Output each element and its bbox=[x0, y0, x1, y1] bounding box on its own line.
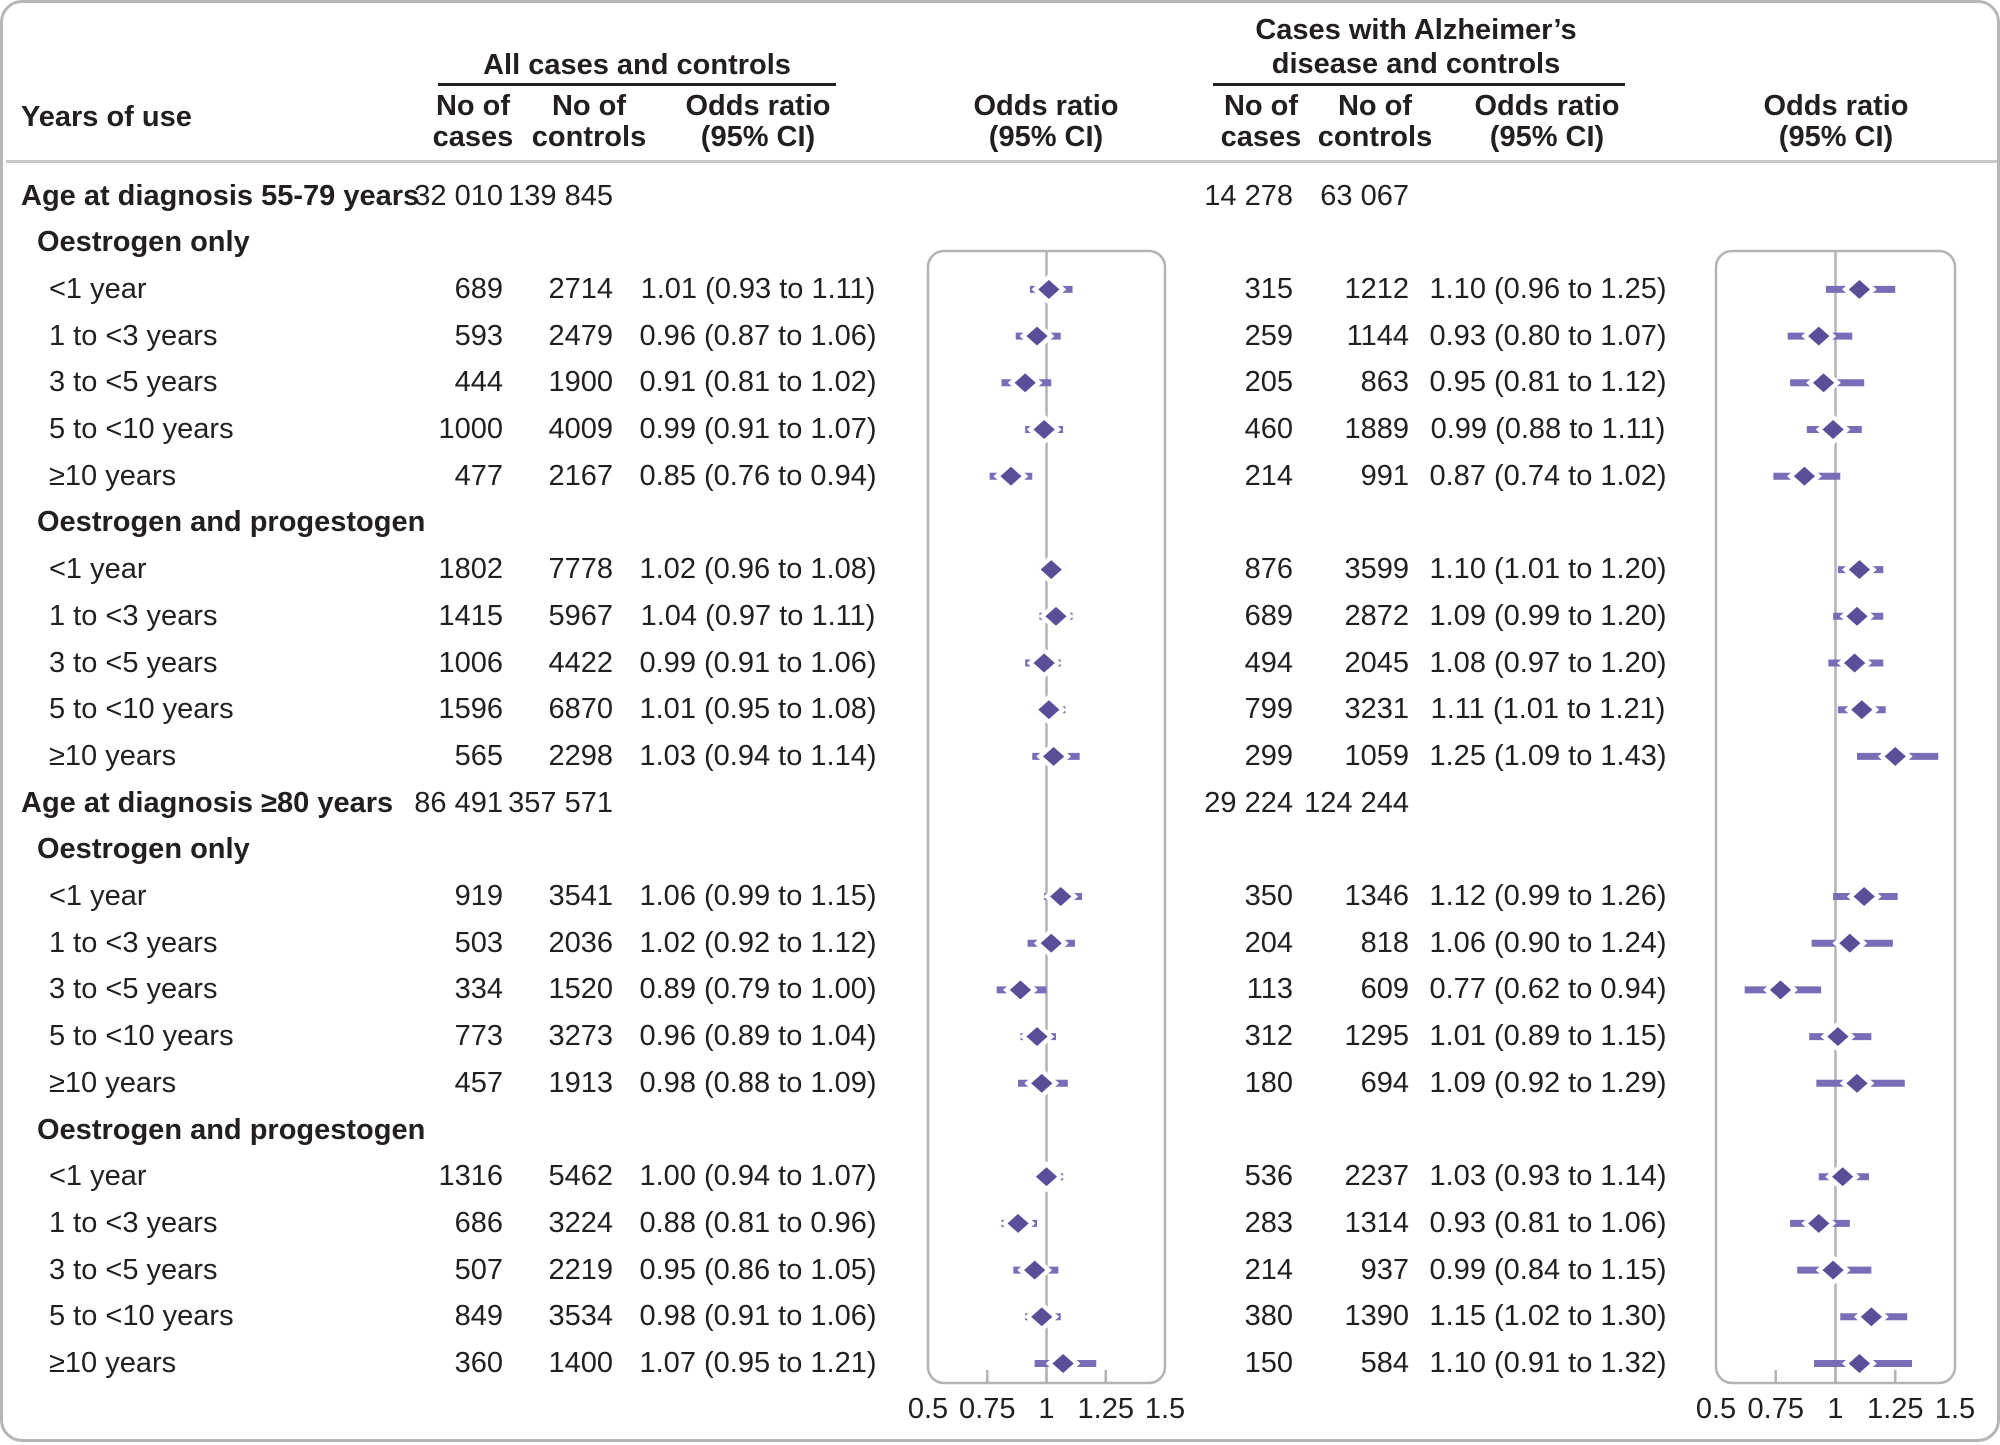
controls-count: 1900 bbox=[548, 366, 613, 399]
table-row bbox=[3, 686, 1997, 733]
cases-count: 29 224 bbox=[1204, 786, 1293, 819]
controls-count: 3224 bbox=[548, 1206, 613, 1239]
controls-count: 2036 bbox=[548, 926, 613, 959]
controls-count: 3599 bbox=[1344, 553, 1409, 586]
cases-count: 214 bbox=[1244, 459, 1293, 492]
controls-count: 2237 bbox=[1344, 1160, 1409, 1193]
controls-count: 5462 bbox=[548, 1160, 613, 1193]
controls-count: 2219 bbox=[548, 1253, 613, 1286]
odds-ratio-text: 1.10 (0.91 to 1.32) bbox=[1429, 1347, 1667, 1379]
panel-alzheimers-title-line1: Cases with Alzheimer’s bbox=[1255, 14, 1577, 46]
table-row bbox=[3, 640, 1997, 687]
cases-count: 299 bbox=[1244, 739, 1293, 772]
controls-count: 1346 bbox=[1344, 880, 1409, 912]
table-row bbox=[3, 546, 1997, 593]
cases-count: 689 bbox=[1244, 599, 1293, 632]
cases-count: 204 bbox=[1244, 926, 1293, 959]
cases-count: 315 bbox=[1244, 272, 1293, 305]
cases-count: 799 bbox=[1244, 693, 1293, 726]
controls-count: 357 571 bbox=[508, 786, 613, 819]
controls-count: 2479 bbox=[548, 319, 613, 352]
row-label: ≥10 years bbox=[49, 739, 177, 772]
panel-alzheimers-title-line2: disease and controls bbox=[1271, 48, 1561, 80]
controls-count: 3541 bbox=[548, 880, 613, 912]
panel-all-title-line: All cases and controls bbox=[483, 49, 791, 81]
odds-ratio-text: 0.93 (0.80 to 1.07) bbox=[1429, 319, 1667, 352]
row-label: 3 to <5 years bbox=[49, 646, 218, 679]
cases-count: 1596 bbox=[438, 693, 503, 726]
table-row bbox=[3, 453, 1997, 500]
odds-ratio-text: 0.93 (0.81 to 1.06) bbox=[1429, 1206, 1667, 1239]
odds-ratio-text: 0.99 (0.91 to 1.07) bbox=[639, 413, 877, 445]
table-row bbox=[3, 780, 1997, 827]
row-label: Age at diagnosis ≥80 years bbox=[21, 786, 394, 819]
controls-count: 1913 bbox=[548, 1066, 613, 1099]
odds-ratio-text: 1.04 (0.97 to 1.11) bbox=[640, 599, 876, 632]
odds-ratio-text: 0.99 (0.88 to 1.11) bbox=[1430, 413, 1666, 445]
odds-ratio-text: 0.99 (0.84 to 1.15) bbox=[1429, 1253, 1667, 1286]
cases-count: 150 bbox=[1244, 1347, 1293, 1379]
controls-count: 1059 bbox=[1344, 739, 1409, 772]
row-label: 1 to <3 years bbox=[49, 319, 218, 352]
controls-count: 63 067 bbox=[1320, 179, 1409, 212]
controls-count: 2714 bbox=[548, 272, 613, 305]
odds-ratio-text: 1.10 (0.96 to 1.25) bbox=[1429, 272, 1667, 305]
controls-count: 609 bbox=[1360, 973, 1409, 1006]
cases-count: 1802 bbox=[438, 553, 503, 586]
controls-count: 3273 bbox=[548, 1020, 613, 1053]
controls-count: 5967 bbox=[548, 599, 613, 632]
odds-ratio-text: 0.77 (0.62 to 0.94) bbox=[1429, 973, 1667, 1006]
cases-count: 503 bbox=[454, 926, 503, 959]
row-label: 1 to <3 years bbox=[49, 599, 218, 632]
odds-ratio-text: 1.12 (0.99 to 1.26) bbox=[1429, 880, 1667, 912]
col-header-cases-alzheimers: No of cases bbox=[1220, 90, 1302, 153]
axis-tick-label: 1 bbox=[1038, 1393, 1055, 1425]
cases-count: 565 bbox=[454, 739, 503, 772]
row-label: 1 to <3 years bbox=[49, 926, 218, 959]
table-row bbox=[3, 966, 1997, 1013]
row-label: 3 to <5 years bbox=[49, 973, 218, 1006]
col-header-controls-all: No of controls bbox=[531, 90, 647, 153]
table-row bbox=[3, 1247, 1997, 1294]
odds-ratio-text: 1.06 (0.90 to 1.24) bbox=[1429, 926, 1667, 959]
odds-ratio-text: 1.07 (0.95 to 1.21) bbox=[639, 1347, 877, 1379]
odds-ratio-text: 0.99 (0.91 to 1.06) bbox=[639, 646, 877, 679]
cases-count: 507 bbox=[454, 1253, 503, 1286]
cases-count: 259 bbox=[1244, 319, 1293, 352]
cases-count: 360 bbox=[454, 1347, 503, 1379]
odds-ratio-text: 1.09 (0.99 to 1.20) bbox=[1429, 599, 1667, 632]
cases-count: 14 278 bbox=[1204, 179, 1293, 212]
odds-ratio-text: 1.01 (0.93 to 1.11) bbox=[640, 272, 876, 305]
table-row bbox=[3, 826, 1997, 873]
odds-ratio-text: 1.03 (0.93 to 1.14) bbox=[1429, 1160, 1667, 1193]
table-row bbox=[3, 1340, 1997, 1387]
row-label: Age at diagnosis 55-79 years bbox=[21, 179, 420, 212]
cases-count: 312 bbox=[1244, 1020, 1293, 1053]
col-header-controls-alzheimers: No of controls bbox=[1317, 90, 1433, 153]
cases-count: 536 bbox=[1244, 1160, 1293, 1193]
controls-count: 4422 bbox=[548, 646, 613, 679]
odds-ratio-text: 0.98 (0.91 to 1.06) bbox=[639, 1300, 877, 1333]
plot-header-or-alzheimers: Odds ratio (95% CI) bbox=[1763, 90, 1909, 153]
controls-count: 694 bbox=[1360, 1066, 1409, 1099]
cases-count: 876 bbox=[1244, 553, 1293, 586]
table-row bbox=[3, 313, 1997, 360]
cases-count: 849 bbox=[454, 1300, 503, 1333]
controls-count: 1889 bbox=[1344, 413, 1409, 445]
cases-count: 113 bbox=[1246, 973, 1293, 1006]
col-header-or-alzheimers: Odds ratio (95% CI) bbox=[1474, 90, 1620, 153]
cases-count: 457 bbox=[454, 1066, 503, 1099]
axis-tick-label: 0.75 bbox=[959, 1393, 1016, 1425]
controls-count: 2872 bbox=[1344, 599, 1409, 632]
cases-count: 205 bbox=[1244, 366, 1293, 399]
odds-ratio-text: 1.06 (0.99 to 1.15) bbox=[639, 880, 877, 912]
odds-ratio-text: 1.15 (1.02 to 1.30) bbox=[1429, 1300, 1667, 1333]
cases-count: 283 bbox=[1244, 1206, 1293, 1239]
controls-count: 3231 bbox=[1344, 693, 1409, 726]
table-row bbox=[3, 359, 1997, 406]
cases-count: 1415 bbox=[438, 599, 503, 632]
odds-ratio-text: 1.25 (1.09 to 1.43) bbox=[1429, 739, 1667, 772]
controls-count: 863 bbox=[1360, 366, 1409, 399]
cases-count: 86 491 bbox=[414, 786, 503, 819]
odds-ratio-text: 0.96 (0.87 to 1.06) bbox=[639, 319, 877, 352]
cases-count: 689 bbox=[454, 272, 503, 305]
row-label: ≥10 years bbox=[49, 459, 177, 492]
controls-count: 6870 bbox=[548, 693, 613, 726]
cases-count: 214 bbox=[1244, 1253, 1293, 1286]
table-row bbox=[3, 1153, 1997, 1200]
odds-ratio-text: 0.89 (0.79 to 1.00) bbox=[639, 973, 877, 1006]
axis-tick-label: 0.5 bbox=[1695, 1393, 1737, 1425]
axis-tick-label: 1.5 bbox=[1144, 1393, 1186, 1425]
controls-count: 139 845 bbox=[508, 179, 613, 212]
odds-ratio-text: 0.95 (0.81 to 1.12) bbox=[1429, 366, 1667, 399]
controls-count: 7778 bbox=[548, 553, 613, 586]
odds-ratio-text: 1.02 (0.92 to 1.12) bbox=[639, 926, 877, 959]
row-label: <1 year bbox=[49, 553, 147, 586]
controls-count: 2045 bbox=[1344, 646, 1409, 679]
controls-count: 818 bbox=[1360, 926, 1409, 959]
row-label: Oestrogen only bbox=[37, 833, 250, 866]
axis-tick-label: 1 bbox=[1827, 1393, 1844, 1425]
table-row bbox=[3, 1107, 1997, 1154]
table-row bbox=[3, 406, 1997, 453]
odds-ratio-text: 0.85 (0.76 to 0.94) bbox=[639, 459, 877, 492]
cases-count: 32 010 bbox=[414, 179, 503, 212]
controls-count: 4009 bbox=[548, 413, 613, 445]
years-of-use-header: Years of use bbox=[21, 101, 192, 133]
odds-ratio-text: 1.09 (0.92 to 1.29) bbox=[1429, 1066, 1667, 1099]
axis-tick-label: 0.75 bbox=[1747, 1393, 1804, 1425]
odds-ratio-text: 1.08 (0.97 to 1.20) bbox=[1429, 646, 1667, 679]
cases-count: 1000 bbox=[438, 413, 503, 445]
cases-count: 494 bbox=[1244, 646, 1293, 679]
table-row bbox=[3, 1293, 1997, 1340]
cases-count: 460 bbox=[1244, 413, 1293, 445]
plot-header-or-all: Odds ratio (95% CI) bbox=[973, 90, 1119, 153]
row-label: ≥10 years bbox=[49, 1066, 177, 1099]
odds-ratio-text: 1.02 (0.96 to 1.08) bbox=[639, 553, 877, 586]
odds-ratio-text: 1.03 (0.94 to 1.14) bbox=[639, 739, 877, 772]
cases-count: 686 bbox=[454, 1206, 503, 1239]
cases-count: 350 bbox=[1244, 880, 1293, 912]
controls-count: 3534 bbox=[548, 1300, 613, 1333]
cases-count: 919 bbox=[454, 880, 503, 912]
controls-count: 1212 bbox=[1344, 272, 1409, 305]
cases-count: 1316 bbox=[438, 1160, 503, 1193]
cases-count: 477 bbox=[454, 459, 503, 492]
cases-count: 334 bbox=[454, 973, 503, 1006]
row-label: 5 to <10 years bbox=[49, 413, 234, 445]
row-label: 5 to <10 years bbox=[49, 1020, 234, 1053]
table-row bbox=[3, 873, 1997, 920]
cases-count: 1006 bbox=[438, 646, 503, 679]
odds-ratio-text: 1.00 (0.94 to 1.07) bbox=[639, 1160, 877, 1193]
cases-count: 180 bbox=[1244, 1066, 1293, 1099]
table-row bbox=[3, 1200, 1997, 1247]
row-label: 3 to <5 years bbox=[49, 1253, 218, 1286]
controls-count: 1144 bbox=[1346, 319, 1409, 352]
controls-count: 991 bbox=[1360, 459, 1409, 492]
table-row bbox=[3, 219, 1997, 266]
controls-count: 2167 bbox=[548, 459, 613, 492]
controls-count: 124 244 bbox=[1304, 786, 1409, 819]
cases-count: 773 bbox=[454, 1020, 503, 1053]
odds-ratio-text: 1.10 (1.01 to 1.20) bbox=[1429, 553, 1667, 586]
table-body bbox=[3, 3, 1997, 1439]
odds-ratio-text: 0.87 (0.74 to 1.02) bbox=[1429, 459, 1667, 492]
table-row bbox=[3, 1060, 1997, 1107]
controls-count: 1390 bbox=[1344, 1300, 1409, 1333]
odds-ratio-text: 1.01 (0.89 to 1.15) bbox=[1429, 1020, 1667, 1053]
col-header-or-all: Odds ratio (95% CI) bbox=[685, 90, 831, 153]
row-label: 5 to <10 years bbox=[49, 1300, 234, 1333]
row-label: 5 to <10 years bbox=[49, 693, 234, 726]
table-row bbox=[3, 593, 1997, 640]
odds-ratio-text: 1.01 (0.95 to 1.08) bbox=[639, 693, 877, 726]
controls-count: 1520 bbox=[548, 973, 613, 1006]
row-label: Oestrogen and progestogen bbox=[37, 506, 426, 539]
axis-tick-label: 1.25 bbox=[1867, 1393, 1924, 1425]
odds-ratio-text: 0.91 (0.81 to 1.02) bbox=[639, 366, 877, 399]
odds-ratio-text: 1.11 (1.01 to 1.21) bbox=[1430, 693, 1666, 726]
controls-count: 1400 bbox=[548, 1347, 613, 1379]
table-row bbox=[3, 173, 1997, 220]
row-label: 3 to <5 years bbox=[49, 366, 218, 399]
axis-tick-label: 1.25 bbox=[1077, 1393, 1134, 1425]
controls-count: 1314 bbox=[1344, 1206, 1409, 1239]
cases-count: 593 bbox=[454, 319, 503, 352]
table-row bbox=[3, 1013, 1997, 1060]
row-label: <1 year bbox=[49, 272, 147, 305]
axis-tick-label: 0.5 bbox=[907, 1393, 949, 1425]
odds-ratio-text: 0.88 (0.81 to 0.96) bbox=[639, 1206, 877, 1239]
row-label: <1 year bbox=[49, 880, 147, 912]
controls-count: 2298 bbox=[548, 739, 613, 772]
row-label: Oestrogen and progestogen bbox=[37, 1113, 426, 1146]
odds-ratio-text: 0.95 (0.86 to 1.05) bbox=[639, 1253, 877, 1286]
table-row bbox=[3, 920, 1997, 967]
row-label: 1 to <3 years bbox=[49, 1206, 218, 1239]
cases-count: 380 bbox=[1244, 1300, 1293, 1333]
controls-count: 937 bbox=[1360, 1253, 1409, 1286]
odds-ratio-text: 0.98 (0.88 to 1.09) bbox=[639, 1066, 877, 1099]
table-row bbox=[3, 266, 1997, 313]
controls-count: 584 bbox=[1360, 1347, 1409, 1379]
table-row bbox=[3, 733, 1997, 780]
col-header-cases-all: No of cases bbox=[432, 90, 514, 153]
row-label: ≥10 years bbox=[49, 1347, 177, 1379]
table-row bbox=[3, 499, 1997, 546]
row-label: Oestrogen only bbox=[37, 226, 250, 259]
controls-count: 1295 bbox=[1344, 1020, 1409, 1053]
cases-count: 444 bbox=[454, 366, 503, 399]
row-label: <1 year bbox=[49, 1160, 147, 1193]
axis-tick-label: 1.5 bbox=[1934, 1393, 1976, 1425]
odds-ratio-text: 0.96 (0.89 to 1.04) bbox=[639, 1020, 877, 1053]
